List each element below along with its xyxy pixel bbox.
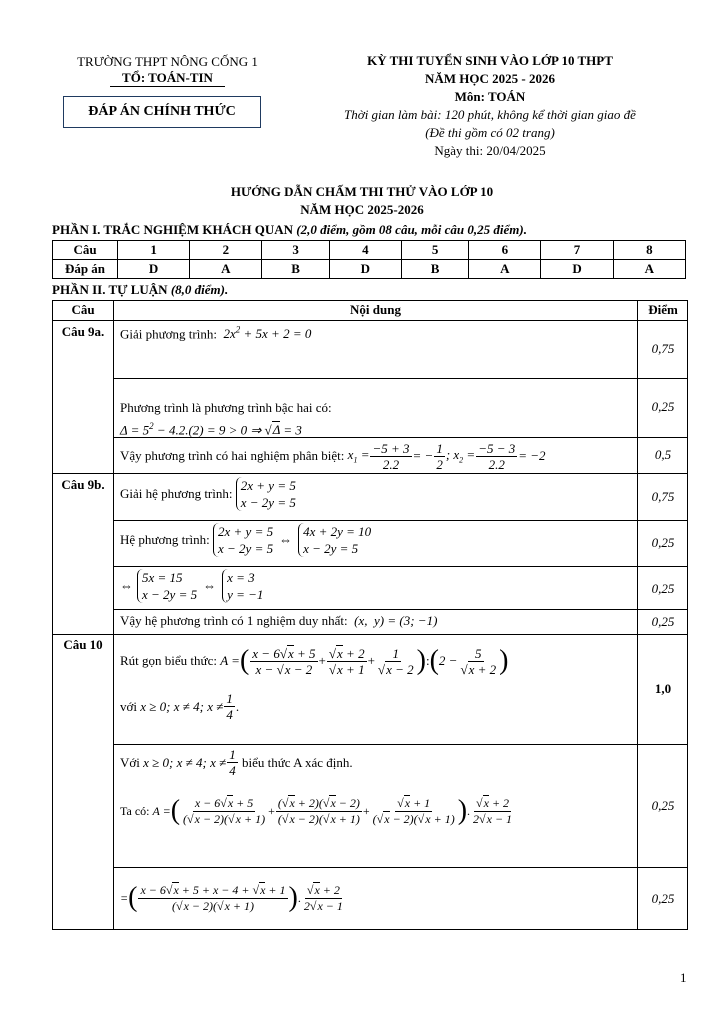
- row-10-domain: Với x ≥ 0; x ≠ 4; x ≠ $\frac{1}{4}$ biểu thức A xác định.: [120, 747, 353, 778]
- question-9b: Câu 9b.: [61, 477, 105, 492]
- row-10-condition: với x ≥ 0; x ≠ 4; x ≠ $\frac{1}{4}$ .: [120, 691, 240, 722]
- row-9a-discriminant: Phương trình là phương trình bậc hai có: $\Delta = 5^2 - 4.2.(2) = 9 > 0$ ⇒ √Δ = 3: [120, 400, 332, 438]
- score-r4: 0,75: [651, 489, 675, 504]
- essay-table: [52, 300, 688, 930]
- row-9b-result: Vậy hệ phương trình có 1 nghiệm duy nhất: (x, y) = (3; −1): [120, 613, 438, 628]
- page-number: 1: [680, 970, 687, 985]
- row-9b-statement: Giải hệ phương trình: 2x + y = 5 x − 2y = 5: [120, 478, 296, 510]
- score-r10: 0,25: [651, 891, 675, 906]
- exam-time: Thời gian làm bài: 120 phút, không kể thời gian giao đề: [344, 107, 636, 122]
- answer-table: [52, 240, 686, 279]
- score-r8: 1,0: [654, 681, 672, 696]
- row-9a-statement: Giải phương trình: $2x^2 + 5x + 2 = 0$: [120, 325, 312, 342]
- exam-pages: (Đề thi gồm có 02 trang): [425, 125, 555, 140]
- col-header-score: Điểm: [648, 302, 678, 317]
- score-r3: 0,5: [654, 447, 672, 462]
- row-9b-transform: Hệ phương trình: 2x + y = 5 x − 2y = 5 ⇔ 4x + 2y = 10 x − 2y = 5: [120, 524, 372, 556]
- score-r6: 0,25: [651, 581, 675, 596]
- score-r2: 0,25: [651, 399, 675, 414]
- score-r5: 0,25: [651, 535, 675, 550]
- exam-year: NĂM HỌC 2025 - 2026: [425, 71, 555, 86]
- row-9b-solve: ⇔ 5x = 15 x − 2y = 5 ⇔ x = 3 y = −1: [120, 570, 264, 602]
- guide-title: HƯỚNG DẪN CHẤM THI THỬ VÀO LỚP 10: [230, 184, 494, 199]
- question-9a: Câu 9a.: [61, 324, 105, 339]
- school-name: TRƯỜNG THPT NÔNG CỐNG 1: [77, 54, 258, 69]
- row-10-statement: Rút gọn biểu thức: A = ( $\frac{x - 6√x + 5}{x - √x - 2}$ + $\frac{√x + 2}{√x + 1}$ + $\frac{1}{√x - 2}$ ) : ( 2 − $\frac{5}{√x + 2}$ ): [120, 645, 509, 677]
- col-header-question: Câu: [71, 302, 95, 317]
- score-r7: 0,25: [651, 614, 675, 629]
- row-10-expand: Ta có: A = ( $\frac{x - 6√x + 5}{(√x - 2)(√x + 1)}$ + $\frac{(√x + 2)(√x - 2)}{(√x - 2)(√x + 1)}$ + $\frac{√x + 1}{(√x - 2)(√x + 1)}$ ) . $\frac{√x + 2}{2√x - 1}$: [120, 795, 513, 826]
- exam-date: Ngày thi: 20/04/2025: [434, 143, 546, 158]
- row-10-simplify: = ( $\frac{x - 6√x + 5 + x - 4 + √x + 1}{(√x - 2)(√x + 1)}$ ) . $\frac{√x + 2}{2√x - 1}$: [120, 882, 343, 913]
- official-answer-box: ĐÁP ÁN CHÍNH THỨC: [63, 96, 261, 128]
- question-10: Câu 10: [63, 637, 103, 652]
- exam-subject: Môn: TOÁN: [454, 89, 526, 104]
- question-row: Câu 1 2 3 4 5 6 7 8: [53, 241, 686, 260]
- col-header-content: Nội dung: [350, 302, 401, 317]
- part2-heading: PHẦN II. TỰ LUẬN (8,0 điểm).: [52, 282, 229, 297]
- score-r1: 0,75: [651, 341, 675, 356]
- score-r9: 0,25: [651, 798, 675, 813]
- row-9a-roots: Vậy phương trình có hai nghiệm phân biệt: $x_1$ = $\frac{-5 + 3}{2.2}$ = − $\frac{1}{2}$ ; $x_2$ = $\frac{-5 - 3}{2.2}$ = −2: [120, 440, 546, 472]
- answer-row: Đáp án D A B D B A D A: [53, 260, 686, 279]
- department: TỔ: TOÁN-TIN: [110, 70, 225, 87]
- part1-heading: PHẦN I. TRẮC NGHIỆM KHÁCH QUAN (2,0 điểm, gồm 08 câu, mỗi câu 0,25 điểm).: [52, 222, 527, 237]
- exam-title: KỲ THI TUYỂN SINH VÀO LỚP 10 THPT: [367, 53, 613, 68]
- guide-year: NĂM HỌC 2025-2026: [300, 202, 424, 217]
